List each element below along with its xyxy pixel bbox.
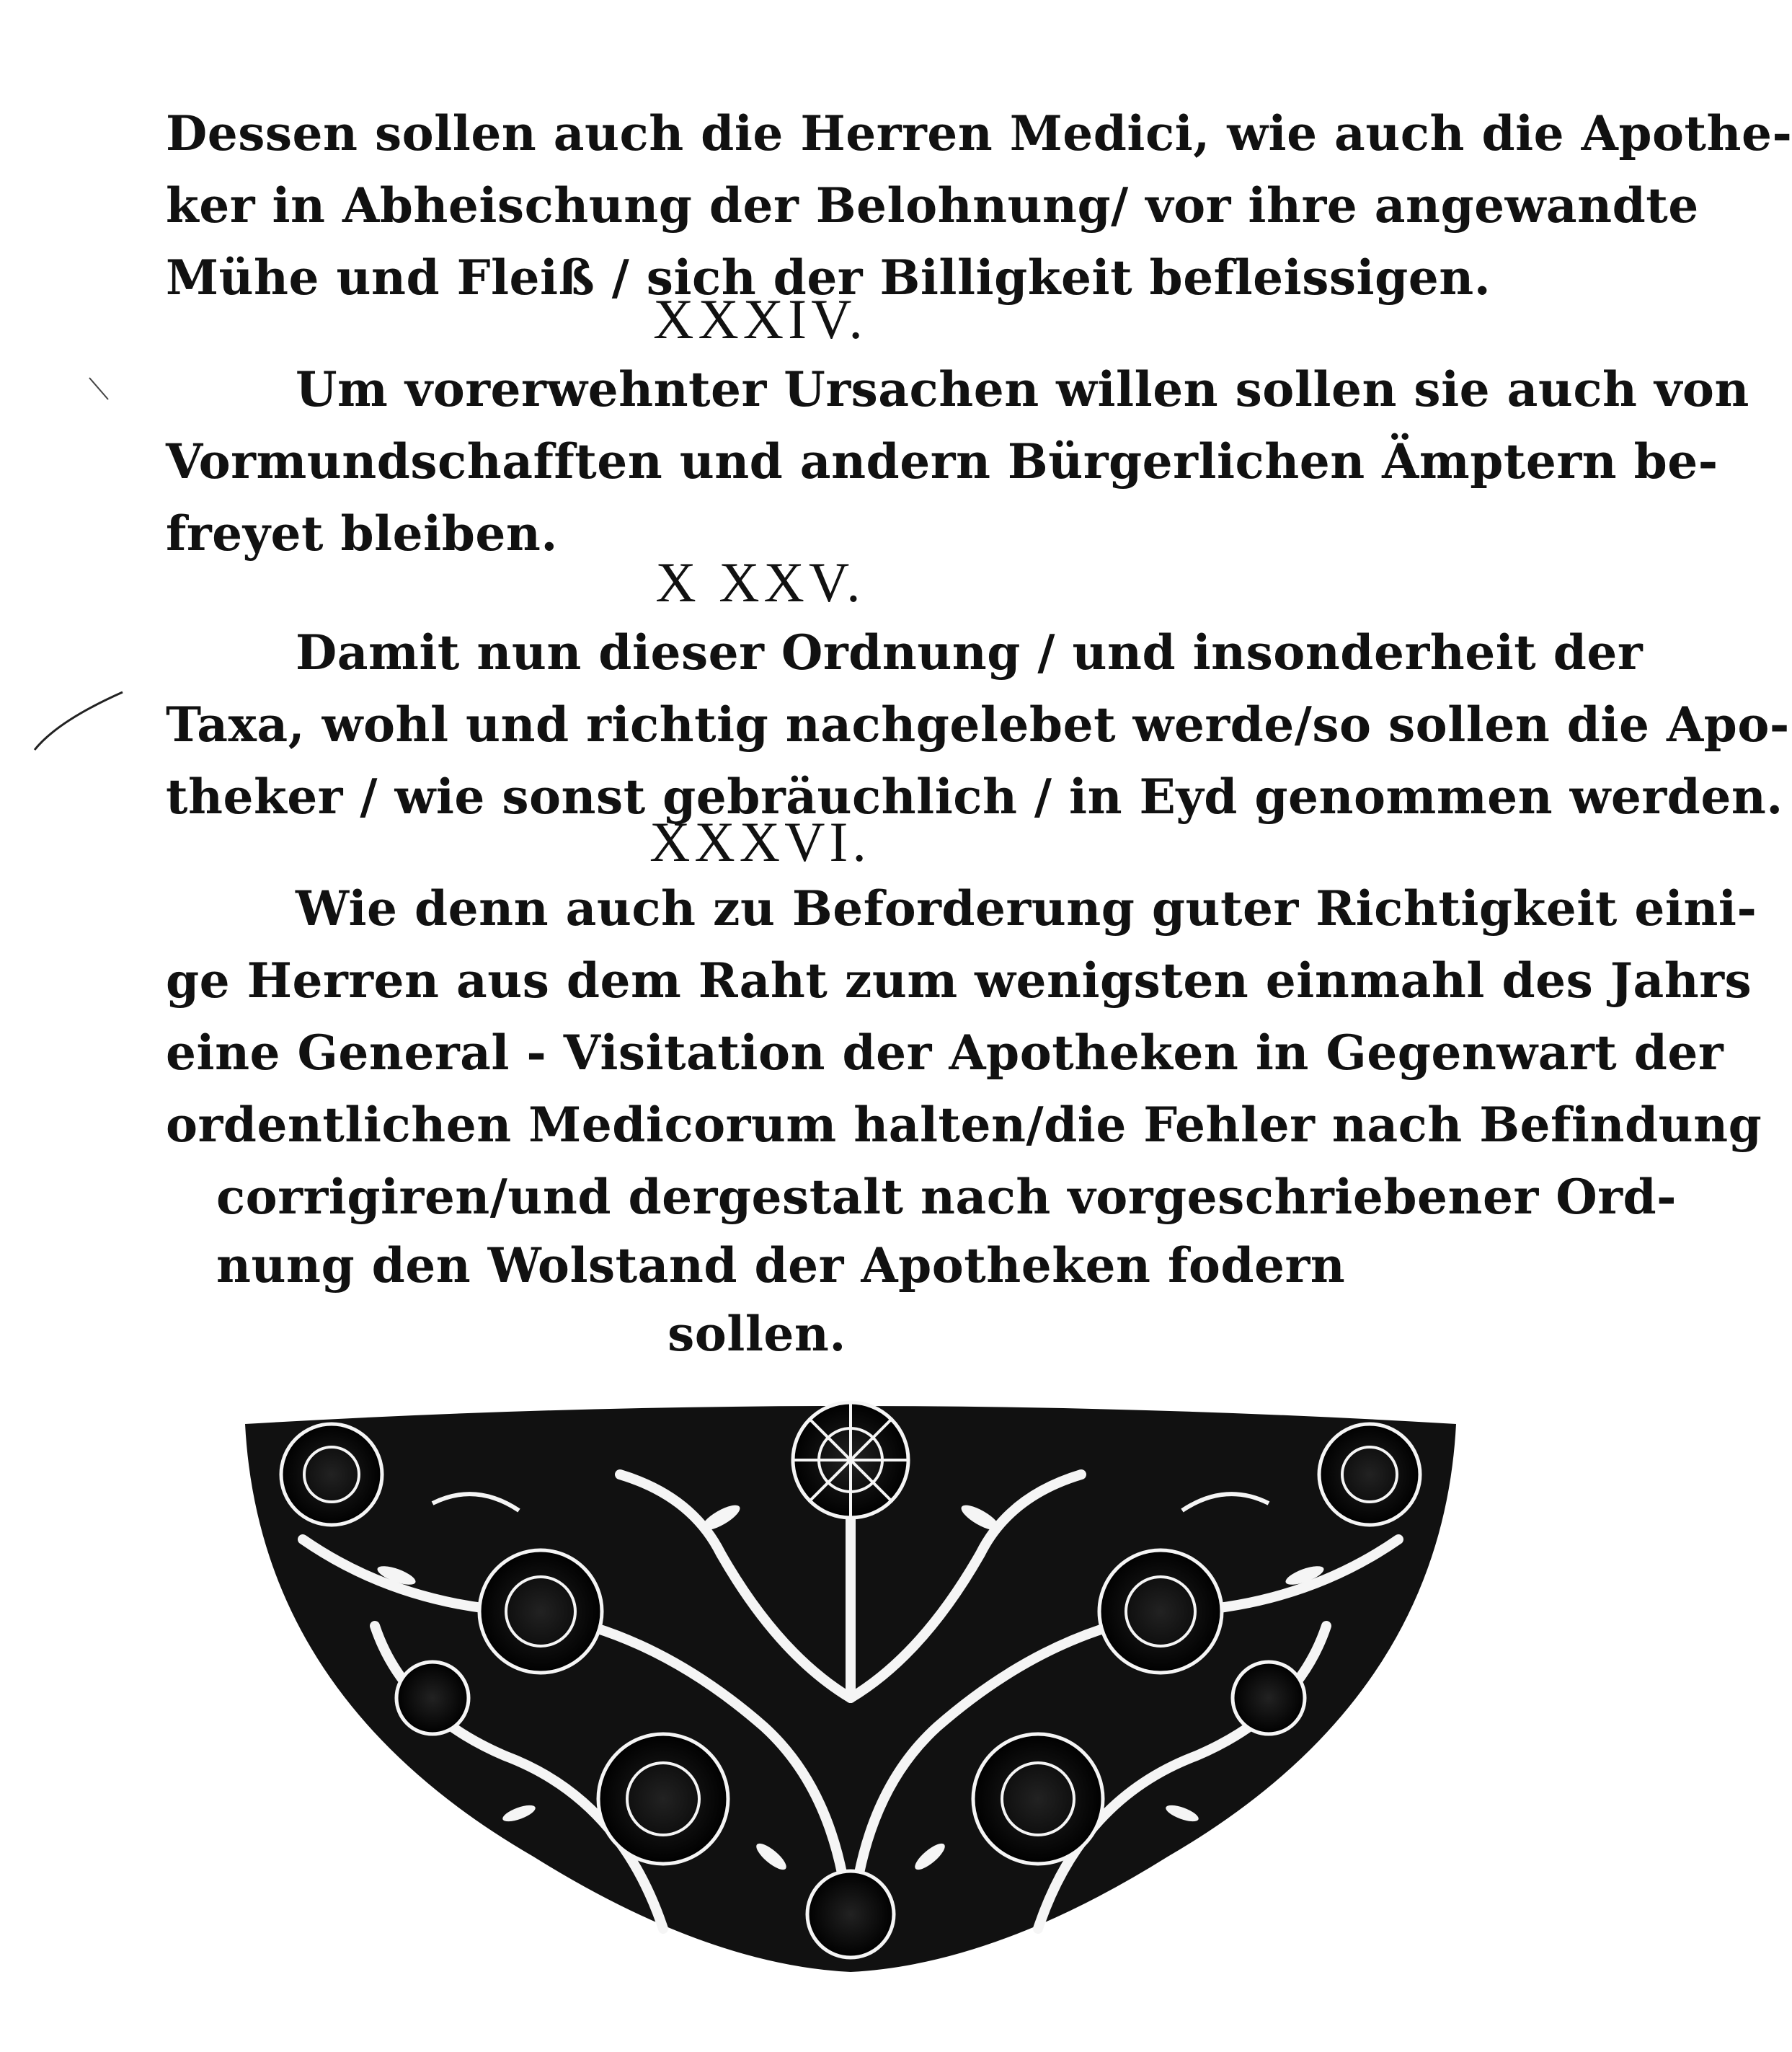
body-line: ge Herren aus dem Raht zum wenigsten einmahl des Jahrs: [166, 952, 1752, 1009]
body-line: eine General - Visitation der Apotheken in Gegenwart der: [166, 1025, 1724, 1081]
body-line: corrigiren/und dergestalt nach vorgeschriebener Ord-: [216, 1169, 1677, 1225]
body-line: Damit nun dieser Ordnung / und insonderheit der: [296, 624, 1644, 681]
stray-pen-mark: [87, 375, 115, 404]
body-line: ker in Abheischung der Belohnung/ vor ihre angewandte: [166, 177, 1699, 234]
floral-woodcut-tailpiece-icon: [216, 1395, 1485, 1986]
body-line: Vormundschafften und andern Bürgerlichen Ämptern be-: [166, 433, 1718, 490]
body-line: nung den Wolstand der Apotheken fodern: [216, 1237, 1346, 1293]
body-line: Um vorerwehnter Ursachen willen sollen sie auch von: [296, 361, 1749, 417]
section-heading-xxxv: X XXV.: [655, 551, 865, 614]
body-line: Wie denn auch zu Beforderung guter Richtigkeit eini-: [296, 880, 1757, 937]
stray-pen-mark: [29, 678, 130, 757]
body-line: sollen.: [667, 1306, 846, 1362]
section-heading-xxxiv: XXXIV.: [653, 288, 867, 350]
body-line: ordentlichen Medicorum halten/die Fehler nach Befindung: [166, 1097, 1762, 1153]
body-line: Mühe und Fleiß / sich der Billigkeit befleissigen.: [166, 249, 1491, 306]
section-heading-xxxvi: XXXVI.: [649, 810, 871, 873]
body-line: Taxa, wohl und richtig nachgelebet werde/so sollen die Apo-: [166, 696, 1790, 753]
body-line: freyet bleiben.: [166, 505, 558, 562]
body-line: theker / wie sonst gebräuchlich / in Eyd genommen werden.: [166, 769, 1783, 825]
body-line: Dessen sollen auch die Herren Medici, wie auch die Apothe-: [166, 105, 1792, 162]
